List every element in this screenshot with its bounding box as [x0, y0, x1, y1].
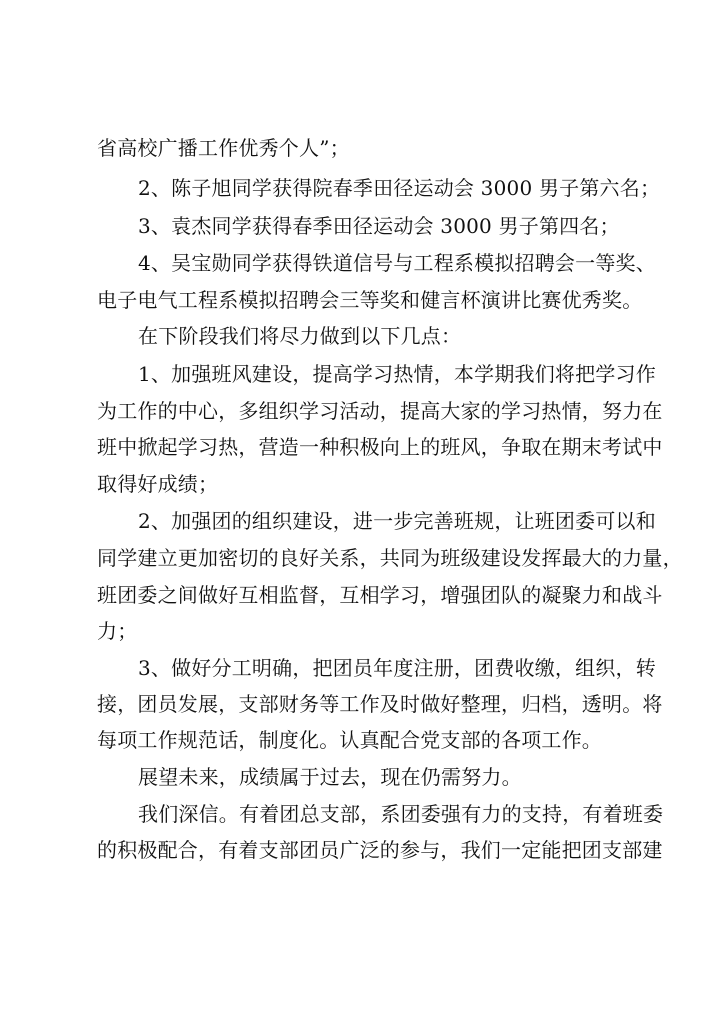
text-line-19: 我们深信。有着团总支部，系团委强有力的支持，有着班委: [138, 802, 664, 826]
text-line-6: 在下阶段我们将尽力做到以下几点：: [138, 324, 462, 348]
text-line-9: 班中掀起学习热，营造一种积极向上的班风，争取在期末考试中: [97, 435, 663, 459]
text-line-3: 3、袁杰同学获得春季田径运动会 3000 男子第四名；: [138, 214, 620, 238]
text-line-20: 的积极配合，有着支部团员广泛的参与，我们一定能把团支部建: [97, 838, 663, 862]
text-line-5: 电子电气工程系模拟招聘会三等奖和健言杯演讲比赛优秀奖。: [97, 288, 643, 312]
text-line-4: 4、吴宝勋同学获得铁道信号与工程系模拟招聘会一等奖、: [138, 251, 656, 275]
text-line-15: 3、做好分工明确，把团员年度注册，团费收缴，组织，转: [138, 656, 656, 680]
text-line-16: 接，团员发展，支部财务等工作及时做好整理，归档，透明。将: [97, 692, 663, 716]
text-line-1: 省高校广播工作优秀个人”；: [97, 136, 350, 160]
text-line-7: 1、加强班风建设，提高学习热情，本学期我们将把学习作: [138, 362, 656, 386]
text-line-11: 2、加强团的组织建设，进一步完善班规，让班团委可以和: [138, 509, 656, 533]
text-line-8: 为工作的中心，多组织学习活动，提高大家的学习热情，努力在: [97, 399, 663, 423]
text-line-18: 展望未来，成绩属于过去，现在仍需努力。: [138, 765, 522, 789]
text-line-2: 2、陈子旭同学获得院春季田径运动会 3000 男子第六名；: [138, 176, 661, 200]
text-line-17: 每项工作规范话，制度化。认真配合党支部的各项工作。: [97, 728, 602, 752]
text-line-12: 同学建立更加密切的良好关系，共同为班级建设发挥最大的力量，: [97, 546, 683, 570]
text-line-14: 力；: [97, 619, 138, 643]
text-line-10: 取得好成绩；: [97, 472, 219, 496]
text-line-13: 班团委之间做好互相监督，互相学习，增强团队的凝聚力和战斗: [97, 583, 663, 607]
